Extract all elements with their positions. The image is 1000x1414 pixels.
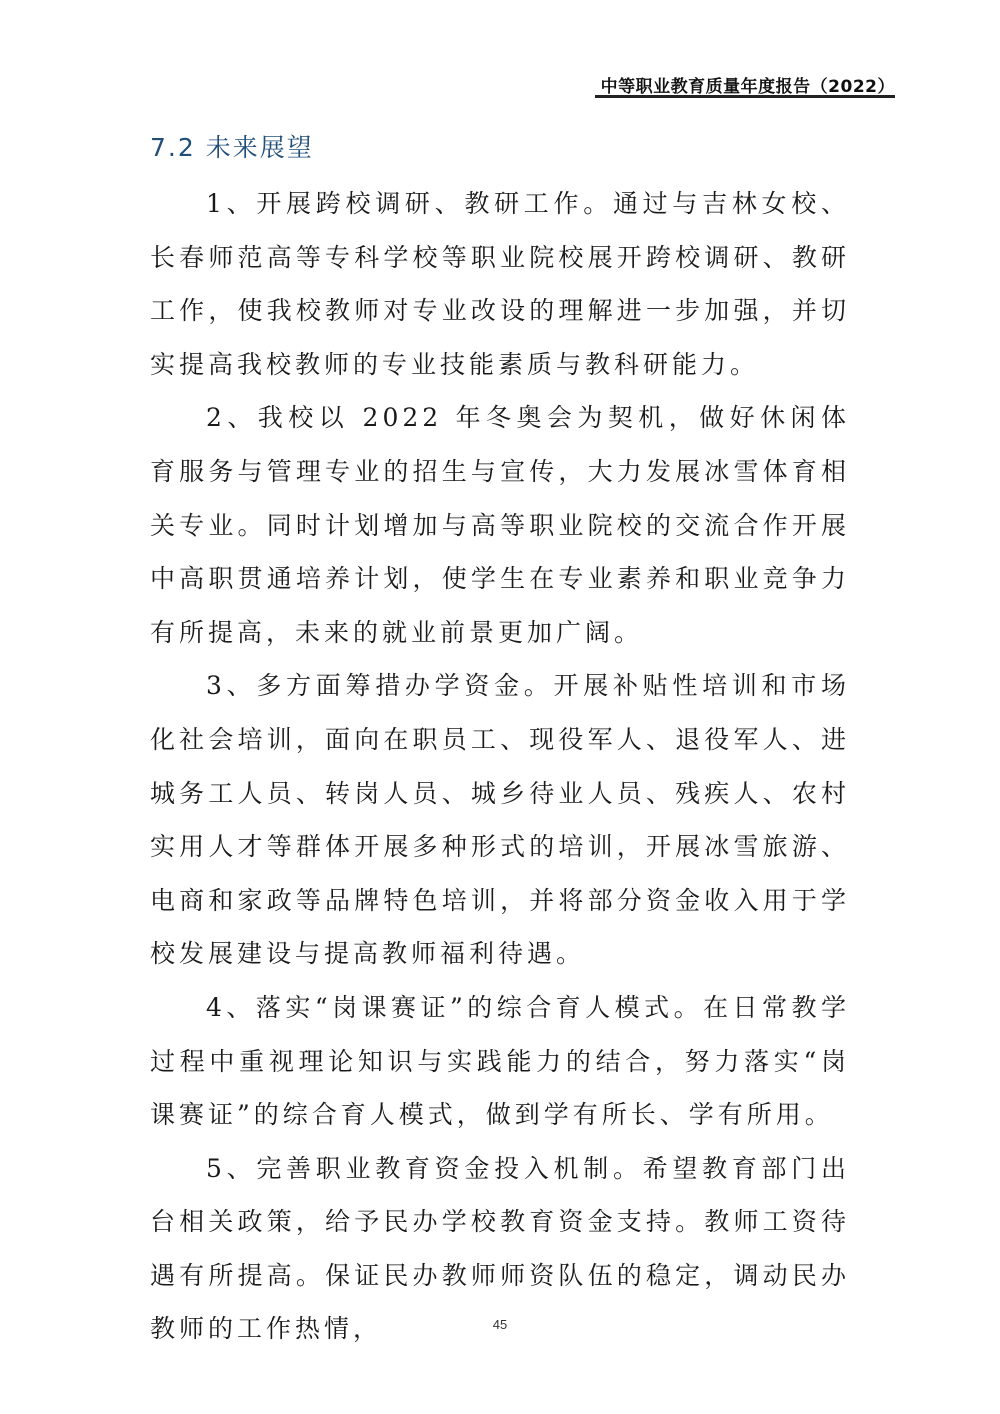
page-number: 45 [492,1317,508,1332]
section-heading: 7.2 未来展望 [150,133,314,162]
paragraph-2: 2、我校以 2022 年冬奥会为契机，做好休闲体育服务与管理专业的招生与宣传，大力发展冰雪体育相关专业。同时计划增加与高等职业院校的交流合作开展中高职贯通培养计划，使学生在专业素养和职业竞争力有所提高，未来的就业前景更加广阔。 [150,403,850,647]
paragraph-5: 5、完善职业教育资金投入机制。希望教育部门出台相关政策，给予民办学校教育资金支持。教师工资待遇有所提高。保证民办教师师资队伍的稳定，调动民办教师的工作热情， [150,1153,850,1344]
paragraph-3: 3、多方面筹措办学资金。开展补贴性培训和市场化社会培训，面向在职员工、现役军人、退役军人、进城务工人员、转岗人员、城乡待业人员、残疾人、农村实用人才等群体开展多种形式的培训，开展冰雪旅游、电商和家政等品牌特色培训，并将部分资金收入用于学校发展建设与提高教师福利待遇。 [150,671,850,969]
report-title: 中等职业教育质量年度报告（2022） [600,77,895,97]
header-rule [595,95,895,98]
paragraph-4: 4、落实“岗课赛证”的综合育人模式。在日常教学过程中重视理论知识与实践能力的结合，努力落实“岗课赛证”的综合育人模式，做到学有所长、学有所用。 [150,992,850,1130]
body-text [150,177,850,1356]
running-header [595,68,895,98]
paragraph-1: 1、开展跨校调研、教研工作。通过与吉林女校、长春师范高等专科学校等职业院校展开跨校调研、教研工作，使我校教师对专业改设的理解进一步加强，并切实提高我校教师的专业技能素质与教科研能力。 [150,189,850,379]
